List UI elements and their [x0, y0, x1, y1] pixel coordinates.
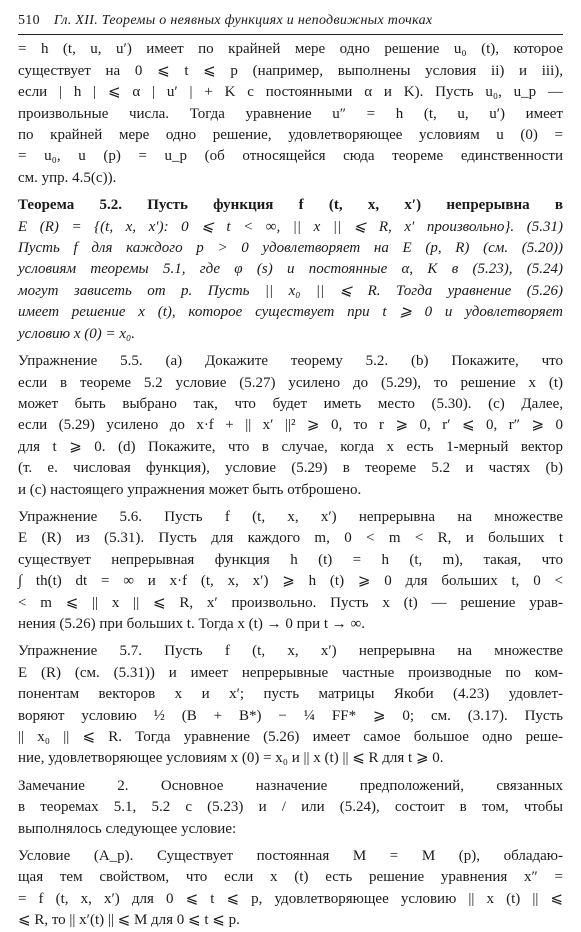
theorem-5-2 [18, 195, 563, 345]
text-line: может быть выбрано так, что будет иметь место (5.30). (c) Далее, [18, 395, 563, 412]
exercise-5-7 [18, 641, 563, 769]
page-number: 510 [18, 13, 40, 28]
text-line: по крайней мере одно решение, удовлетворяющее условиям u (0) = [18, 127, 563, 144]
text-line: понентам векторов x и x′; пусть матрицы Якоби (4.23) удовлет- [18, 686, 563, 703]
text-line: имеет решение x (t), которое существует при t ⩾ 0 и удовлетворяет [18, 304, 563, 321]
text-line: Условие (A_p). Существует постоянная M = M (p), обладаю- [18, 848, 563, 865]
text-line: если (5.29) усилено до x·f + || x′ ||² ⩾ 0, то r ⩾ 0, r′ ⩽ 0, r″ ⩾ 0 [18, 417, 563, 434]
text-line: нения (5.26) при больших t. Тогда x (t) → 0 при t → ∞. [18, 615, 365, 632]
text-line: могут зависеть от p. Пусть || x₀ || ⩽ R. Тогда уравнение (5.26) [18, 282, 563, 299]
intro-paragraph [18, 39, 563, 189]
text-line: условию x (0) = x₀. [18, 325, 136, 342]
text-line: = h (t, u, u′) имеет по крайней мере одно решение u₀ (t), которое [18, 41, 563, 58]
text-line: существует непрерывная функция h (t) = h (t, m), такая, что [18, 551, 563, 568]
text-line: Упражнение 5.7. Пусть f (t, x, x′) непрерывна на множестве [18, 643, 563, 660]
text-line: E (R) из (5.31). Пусть для каждого m, 0 < m < R, и больших t [18, 530, 563, 547]
remark-2 [18, 776, 563, 840]
text-line: в теоремах 5.1, 5.2 с (5.23) и / или (5.24), состоит в том, чтобы [18, 799, 563, 816]
running-header [18, 10, 563, 35]
text-line: = u₀, u (p) = u_p (об относящейся сюда теореме единственности [18, 148, 563, 165]
text-line: (т. е. числовая функция), условие (5.29) в теореме 5.2 и частях (b) [18, 460, 563, 477]
display-formula-5-31: E (R) = {(t, x, x′): 0 ⩽ t < ∞, || x || ⩽ R, x′ произвольно}. (5.31) [18, 218, 563, 235]
text-line: если в теореме 5.2 условие (5.27) усилено до (5.29), то решение x (t) [18, 374, 563, 391]
text-line: Упражнение 5.5. (a) Докажите теорему 5.2. (b) Покажите, что [18, 353, 563, 370]
condition-A-p [18, 846, 563, 932]
text-line: воряют условию ½ (B + B*) − ¼ FF* ⩾ 0; см. (3.17). Пусть [18, 707, 563, 724]
text-line: условиям теоремы 5.1, где φ (s) и постоянные α, K в (5.23), (5.24) [18, 261, 563, 278]
text-line: существует на 0 ⩽ t ⩽ p (например, выполнены условия ii) и iii), [18, 62, 563, 79]
text-line: < m ⩽ || x || ⩽ R, x′ произвольно. Пусть x (t) — решение урав- [18, 594, 563, 611]
integral-line: ∫ th(t) dt = ∞ и x·f (t, x, x′) ⩾ h (t) ⩾ 0 для больших t, 0 < [18, 573, 563, 590]
theorem-heading: Теорема 5.2. Пусть функция f (t, x, x′) непрерывна в [18, 197, 563, 214]
text-line: ⩽ R, то || x′(t) || ⩽ M для 0 ⩽ t ⩽ p. [18, 912, 240, 929]
text-line: см. упр. 4.5(c)). [18, 169, 117, 186]
text-line: для t ⩾ 0. (d) Покажите, что в случае, когда x есть 1-мерный вектор [18, 438, 563, 455]
text-line: = f (t, x, x′) для 0 ⩽ t ⩽ p, удовлетворяющее условию || x (t) || ⩽ [18, 890, 563, 907]
text-line: Упражнение 5.6. Пусть f (t, x, x′) непрерывна на множестве [18, 508, 563, 525]
text-line: Замечание 2. Основное назначение предположений, связанных [18, 777, 563, 794]
text-line: Пусть f для каждого p > 0 удовлетворяет на E (p, R) (см. (5.20)) [18, 240, 563, 257]
text-line: E (R) (см. (5.31)) и имеет непрерывные частные производные по ком- [18, 664, 563, 681]
exercise-5-6 [18, 507, 563, 635]
text-line: щая тем свойством, что если x (t) есть решение уравнения x″ = [18, 869, 563, 886]
exercise-5-5 [18, 351, 563, 501]
text-line: выполнялось следующее условие: [18, 820, 237, 837]
text-line: произвольные числа. Тогда уравнение u″ = h (t, u, u′) имеет [18, 105, 563, 122]
text-line: ние, удовлетворяющее условиям x (0) = x₀ и || x (t) || ⩽ R для t ⩾ 0. [18, 750, 444, 767]
text-line: если | h | ⩽ α | u′ | + K с постоянными α и K). Пусть u₀, u_p — [18, 84, 563, 101]
text-line: и (c) настоящего упражнения может быть отброшено. [18, 481, 362, 498]
text-line: || x₀ || ⩽ R. Тогда уравнение (5.26) имеет самое большое одно реше- [18, 729, 563, 745]
running-title: Гл. XII. Теоремы о неявных функциях и неподвижных точках [53, 13, 433, 28]
